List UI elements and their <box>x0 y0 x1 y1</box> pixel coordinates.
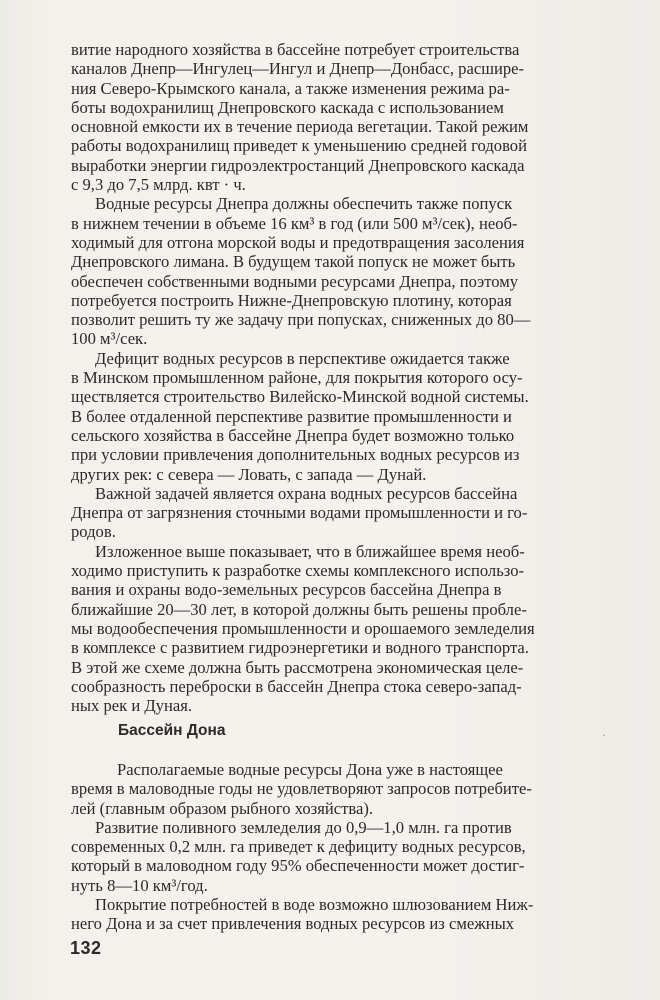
main-text-top <box>71 40 626 715</box>
text-line: при условии привлечения дополнительных водных ресурсов из <box>71 445 520 465</box>
paragraph-2 <box>71 194 626 348</box>
text-line: В этой же схеме должна быть рассмотрена экономическая целе- <box>71 657 524 677</box>
text-line: боты водохранилищ Днепровского каскада с использованием <box>71 97 504 117</box>
text-line: обеспечен собственными водными ресурсами Днепра, поэтому <box>71 271 519 291</box>
text-line: родов. <box>71 522 116 542</box>
text-line: Днепра от загрязнения сточными водами промышленности и го- <box>71 503 528 523</box>
text-line: Дефицит водных ресурсов в перспективе ожидается также <box>95 348 510 368</box>
text-line: каналов Днепр—Ингулец—Ингул и Днепр—Донбасс, расшире- <box>71 59 525 79</box>
scan-mark: · <box>602 728 606 742</box>
text-line: который в маловодном году 95% обеспеченности может достиг- <box>71 856 525 876</box>
main-text-bottom <box>71 760 626 934</box>
text-line: Изложенное выше показывает, что в ближайшее время необ- <box>95 541 525 561</box>
text-line: в Минском промышленном районе, для покрытия которого осу- <box>71 368 523 388</box>
text-line: в нижнем течении в объеме 16 км³ в год (или 500 м³/сек), необ- <box>71 213 518 233</box>
text-line: ближайшие 20—30 лет, в которой должны быть решены пробле- <box>71 599 527 619</box>
paragraph-5 <box>71 542 626 716</box>
text-line: вания и охраны водо-земельных ресурсов бассейна Днепра в <box>71 580 502 600</box>
text-line: мы водообеспечения промышленности и орошаемого земледелия <box>71 618 535 638</box>
text-line: Водные ресурсы Днепра должны обеспечить также попуск <box>95 194 513 214</box>
text-line: потребуется построить Нижне-Днепровскую плотину, которая <box>71 290 512 310</box>
paragraph-3 <box>71 349 626 484</box>
text-line: него Дона и за счет привлечения водных ресурсов из смежных <box>71 914 515 934</box>
text-line: работы водохранилищ приведет к уменьшению средней годовой <box>71 136 527 156</box>
text-line: ния Северо-Крымского канала, а также изменения режима ра- <box>71 78 510 98</box>
text-line: лей (главным образом рыбного хозяйства). <box>71 798 374 818</box>
text-line: сельского хозяйства в бассейне Днепра будет возможно только <box>71 425 515 445</box>
text-line: сообразность переброски в бассейн Днепра стока северо-запад- <box>71 676 522 696</box>
page-number: 132 <box>70 938 102 958</box>
text-line: ходимо приступить к разработке схемы комплексного использо- <box>71 561 525 581</box>
paragraph-8 <box>71 895 626 934</box>
text-line: с 9,3 до 7,5 млрд. квт · ч. <box>71 175 246 195</box>
text-line: Важной задачей является охрана водных ресурсов бассейна <box>95 483 518 503</box>
text-line: витие народного хозяйства в бассейне потребует строительства <box>71 40 520 59</box>
text-line: выработки энергии гидроэлектростанций Днепровского каскада <box>71 155 525 175</box>
paragraph-4 <box>71 484 626 542</box>
text-line: современных 0,2 млн. га приведет к дефициту водных ресурсов, <box>71 837 526 857</box>
paragraph-7 <box>71 818 626 895</box>
text-line: время в маловодные годы не удовлетворяют запросов потребите- <box>71 779 532 799</box>
text-line: позволит решить ту же задачу при попусках, сниженных до 80— <box>71 310 531 330</box>
text-line: Днепровского лимана. В будущем такой попуск не может быть <box>71 252 516 272</box>
text-line: ществляется строительство Вилейско-Минской водной системы. <box>71 387 529 407</box>
text-line: в комплексе с развитием гидроэнергетики и водного транспорта. <box>71 638 529 658</box>
text-line: Развитие поливного земледелия до 0,9—1,0 млн. га против <box>95 817 512 837</box>
text-line: ных рек и Дуная. <box>71 696 193 716</box>
text-line: нуть 8—10 км³/год. <box>71 875 208 895</box>
text-line: основной емкости их в течение периода вегетации. Такой режим <box>71 117 529 137</box>
paragraph-6 <box>71 760 626 818</box>
section-heading: Бассейн Дона <box>118 722 226 739</box>
text-line: ходимый для отгона морской воды и предотвращения засоления <box>71 232 525 252</box>
text-line: Покрытие потребностей в воде возможно шлюзованием Ниж- <box>95 895 534 915</box>
paragraph-1 <box>71 40 626 194</box>
text-line: 100 м³/сек. <box>71 329 148 349</box>
text-line: В более отдаленной перспективе развитие промышленности и <box>71 406 512 426</box>
text-line: Располагаемые водные ресурсы Дона уже в настоящее <box>117 760 503 779</box>
text-line: других рек: с севера — Ловать, с запада — Дунай. <box>71 464 427 484</box>
